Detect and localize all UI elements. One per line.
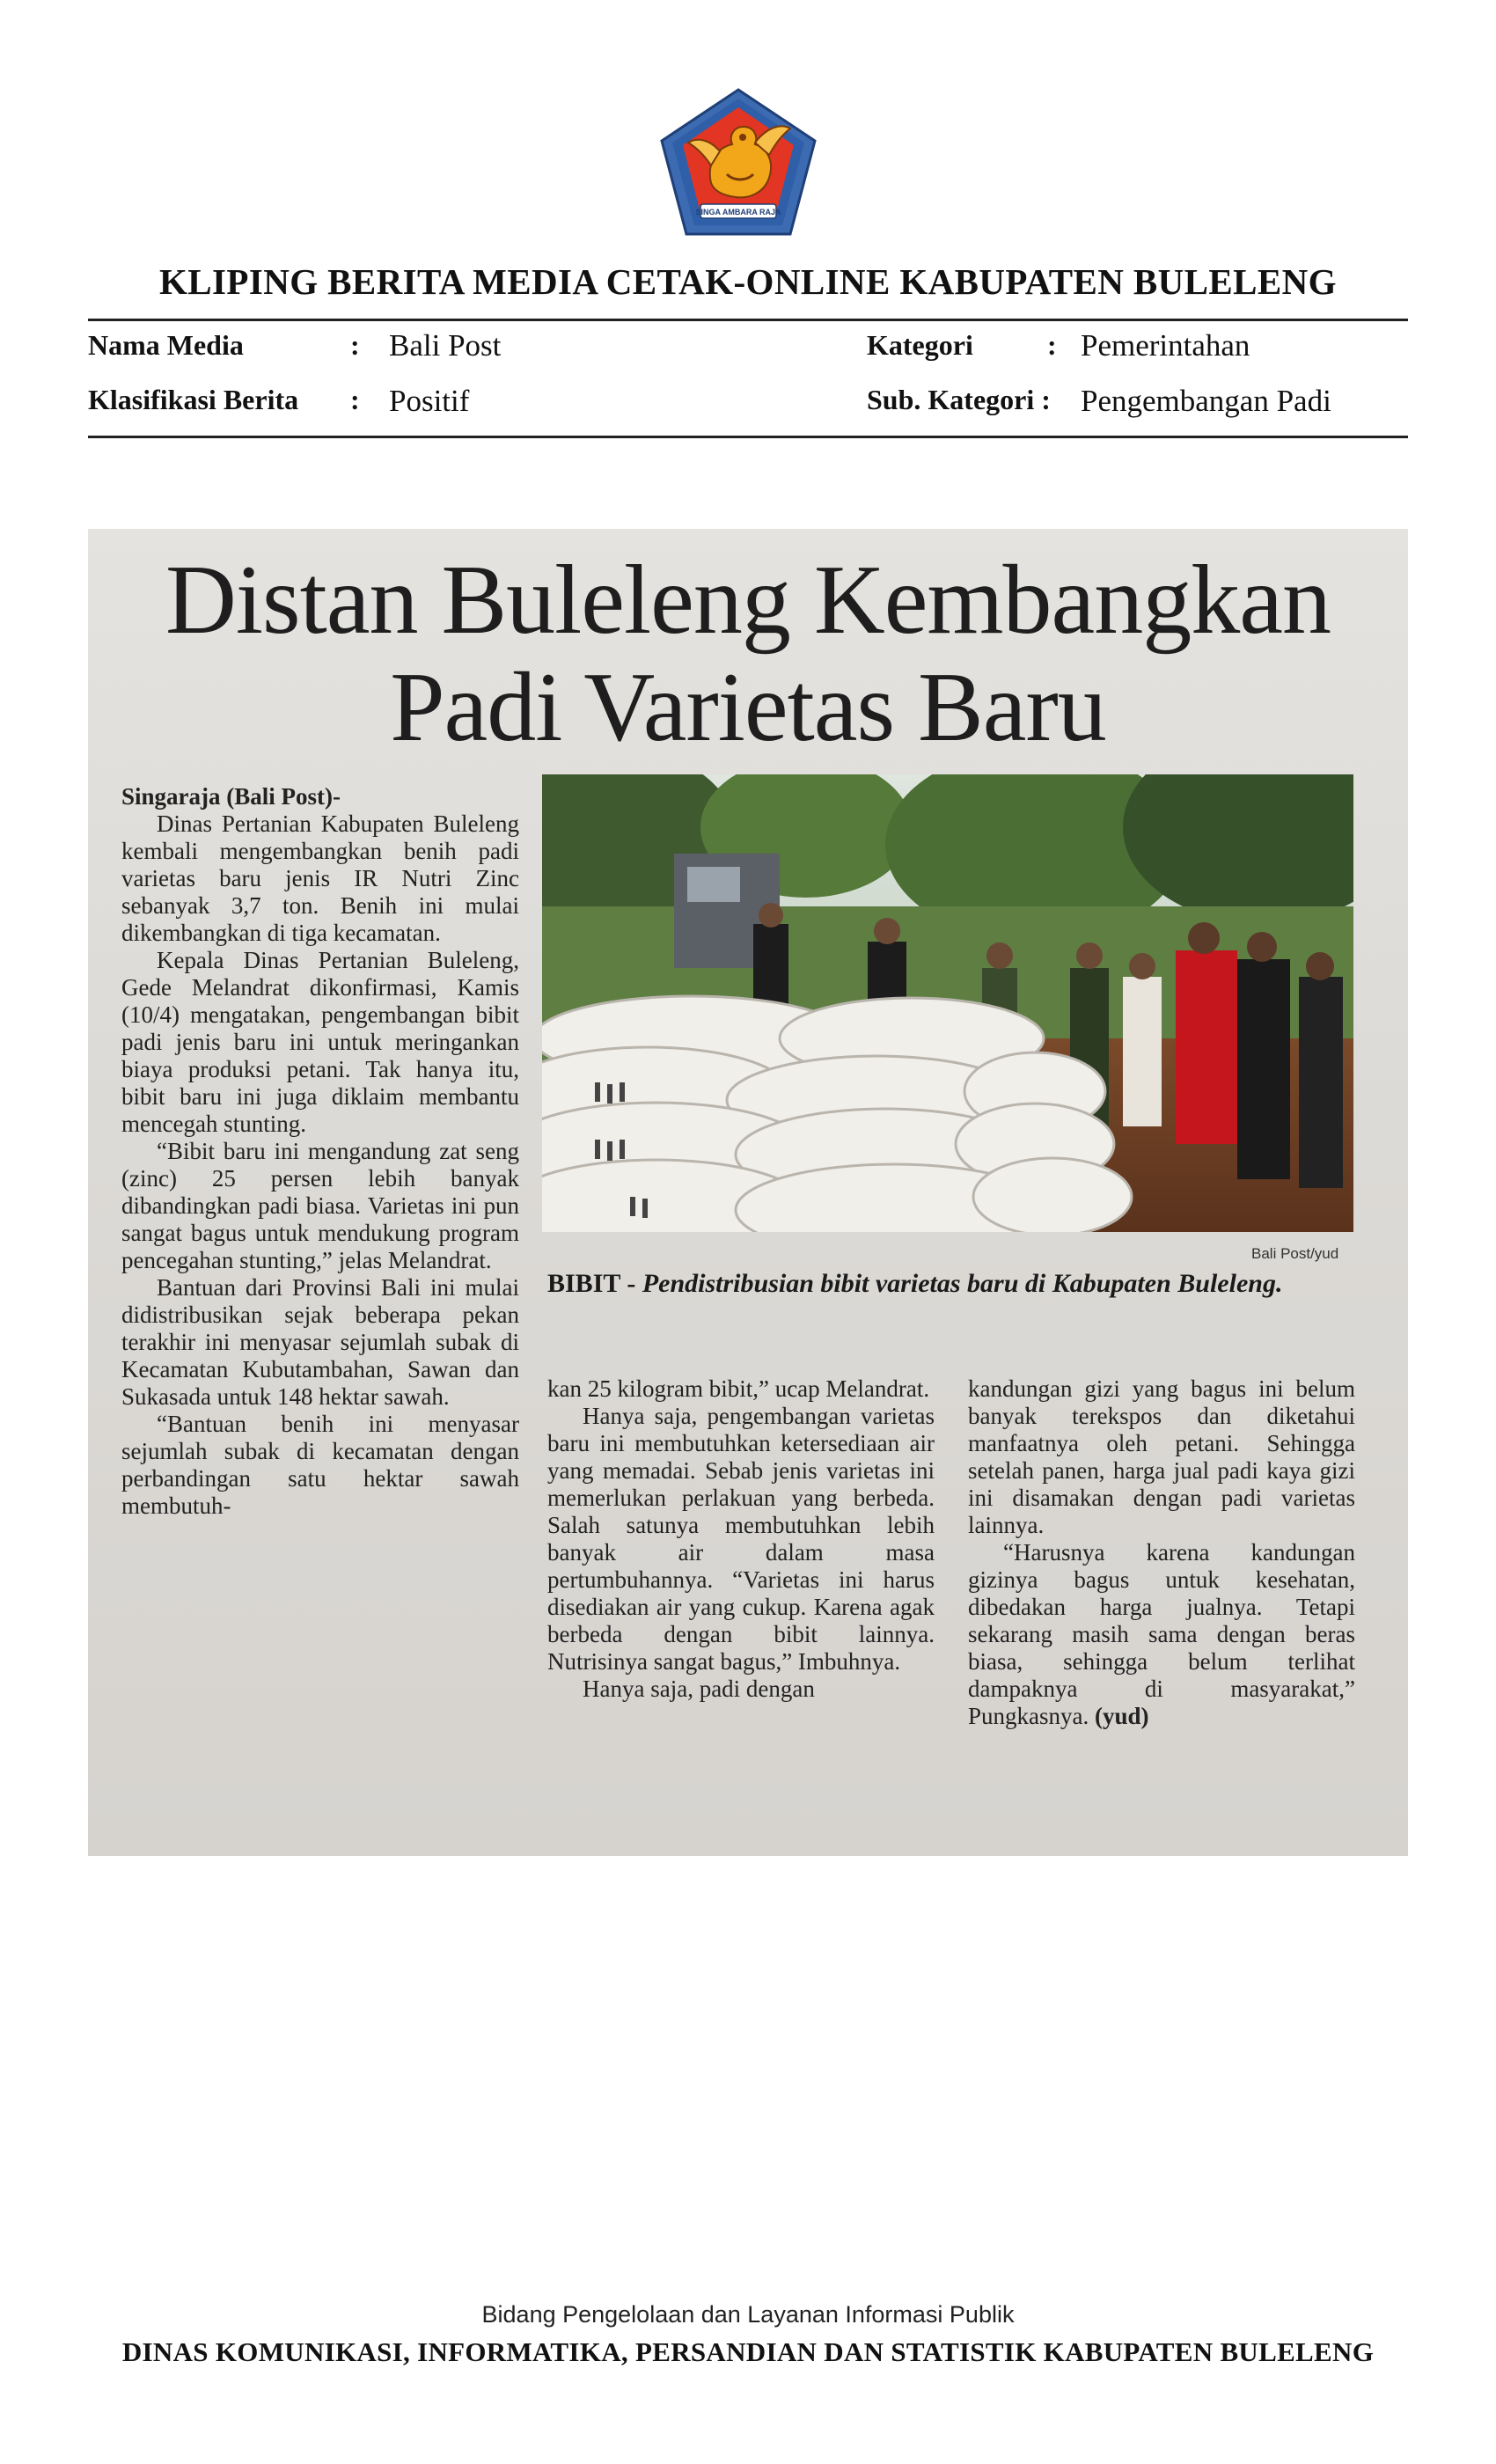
caption-lead: BIBIT - [547, 1269, 636, 1298]
meta-kategori [867, 329, 973, 362]
article-column-1 [121, 783, 519, 1839]
meta-subkategori-value-box [1081, 384, 1331, 419]
header-divider-top [88, 319, 1408, 321]
article-paragraph: Dinas Pertanian Kabupaten Buleleng kembali mengembangkan benih padi varietas baru jenis IR Nutri Zinc sebanyak 3,7 ton. Benih ini mulai dikembangkan di tiga kecamatan. [121, 810, 519, 946]
meta-kategori-label: Kategori [867, 329, 973, 361]
meta-subkategori-label: Sub. Kategori : [867, 384, 1051, 415]
emblem-logo [658, 86, 818, 238]
meta-media-value-box [389, 328, 501, 363]
meta-media [88, 329, 244, 362]
meta-kategori-value-box [1081, 328, 1250, 363]
svg-text:SINGA AMBARA RAJA: SINGA AMBARA RAJA [695, 208, 781, 216]
article-paragraph-text: “Harusnya karena kandungan gizinya bagus untuk kesehatan, dibedakan harga jualnya. Tetapi sekarang masih sama dengan beras biasa, sehingga belum terlihat dampaknya di masyarakat,” Pungkasnya. [968, 1539, 1355, 1729]
article-column-2 [547, 1375, 935, 1842]
headline-line-2: Padi Varietas Baru [390, 653, 1106, 762]
newspaper-clipping [88, 529, 1408, 1856]
article-paragraph: kandungan gizi yang bagus ini belum banyak terekspos dan diketahui manfaatnya oleh petani. Sehingga setelah panen, harga jual padi kaya gizi ini disamakan dengan padi varietas lainnya. [968, 1375, 1355, 1538]
article-paragraph: “Bibit baru ini mengandung zat seng (zinc) 25 persen lebih banyak dibandingkan padi biasa. Varietas ini pun sangat bagus untuk mendukung program pencegahan stunting,” jelas Melandrat. [121, 1138, 519, 1273]
meta-klasifikasi-value-box [389, 384, 469, 419]
document-title: KLIPING BERITA MEDIA CETAK-ONLINE KABUPATEN BULELENG [159, 261, 1337, 302]
article-paragraph: “Bantuan benih ini menyasar sejumlah subak di kecamatan dengan perbandingan satu hektar sawah membutuh- [121, 1411, 519, 1519]
meta-subkategori-value: Pengembangan Padi [1081, 384, 1331, 418]
article-paragraph: Hanya saja, pengembangan varietas baru ini membutuhkan ketersediaan air yang memadai. Sebab jenis varietas ini memerlukan perlakuan yang berbeda. Salah satunya membutuhkan lebih banyak air dalam masa pertumbuhannya. “Varietas ini harus disediakan air yang cukup. Karena agak berbeda dengan bibit lainnya. Nutrisinya sangat bagus,” Imbuhnya. [547, 1403, 935, 1675]
meta-kategori-value: Pemerintahan [1081, 328, 1250, 363]
article-paragraph: Hanya saja, padi dengan [583, 1676, 815, 1702]
meta-klasifikasi-sep: : [350, 384, 360, 415]
article-paragraph: Bantuan dari Provinsi Bali ini mulai didistribusikan sejak beberapa pekan terakhir ini menyasar sejumlah subak di Kecamatan Kubutambahan, Sawan dan Sukasada untuk 148 hektar sawah. [121, 1274, 519, 1410]
photo-caption [547, 1268, 1357, 1300]
article-byline: (yud) [1095, 1703, 1149, 1729]
caption-text: Pendistribusian bibit varietas baru di Kabupaten Buleleng. [642, 1269, 1283, 1298]
article-column-3 [968, 1375, 1355, 1842]
headline-line-1: Distan Buleleng Kembangkan [165, 546, 1331, 655]
meta-subkategori [867, 384, 1051, 416]
footer-agency: DINAS KOMUNIKASI, INFORMATIKA, PERSANDIAN DAN STATISTIK KABUPATEN BULELENG [121, 2336, 1375, 2367]
header-divider-bottom [88, 436, 1408, 438]
meta-media-sep: : [350, 329, 360, 361]
article-paragraph: kan 25 kilogram bibit,” ucap Melandrat. [547, 1375, 930, 1402]
article-paragraph: Kepala Dinas Pertanian Buleleng, Gede Melandrat dikonfirmasi, Kamis (10/4) mengatakan, pengembangan bibit padi jenis baru ini untuk meringankan biaya produksi petani. Tak hanya itu, bibit baru ini juga diklaim membantu mencegah stunting. [121, 947, 519, 1137]
article-paragraph [968, 1539, 1355, 1730]
footer-unit: Bidang Pengelolaan dan Layanan Informasi Publik [481, 2301, 1015, 2328]
meta-media-value: Bali Post [389, 328, 502, 363]
meta-media-label: Nama Media [88, 329, 244, 361]
article-dateline: Singaraja (Bali Post)- [121, 783, 341, 810]
article-photo [542, 774, 1353, 1232]
meta-klasifikasi-label: Klasifikasi Berita [88, 384, 299, 415]
photo-credit: Bali Post/yud [1251, 1245, 1339, 1262]
meta-klasifikasi [88, 384, 298, 416]
article-headline [88, 546, 1408, 761]
meta-kategori-sep: : [1047, 329, 1057, 361]
meta-klasifikasi-value: Positif [389, 384, 470, 418]
